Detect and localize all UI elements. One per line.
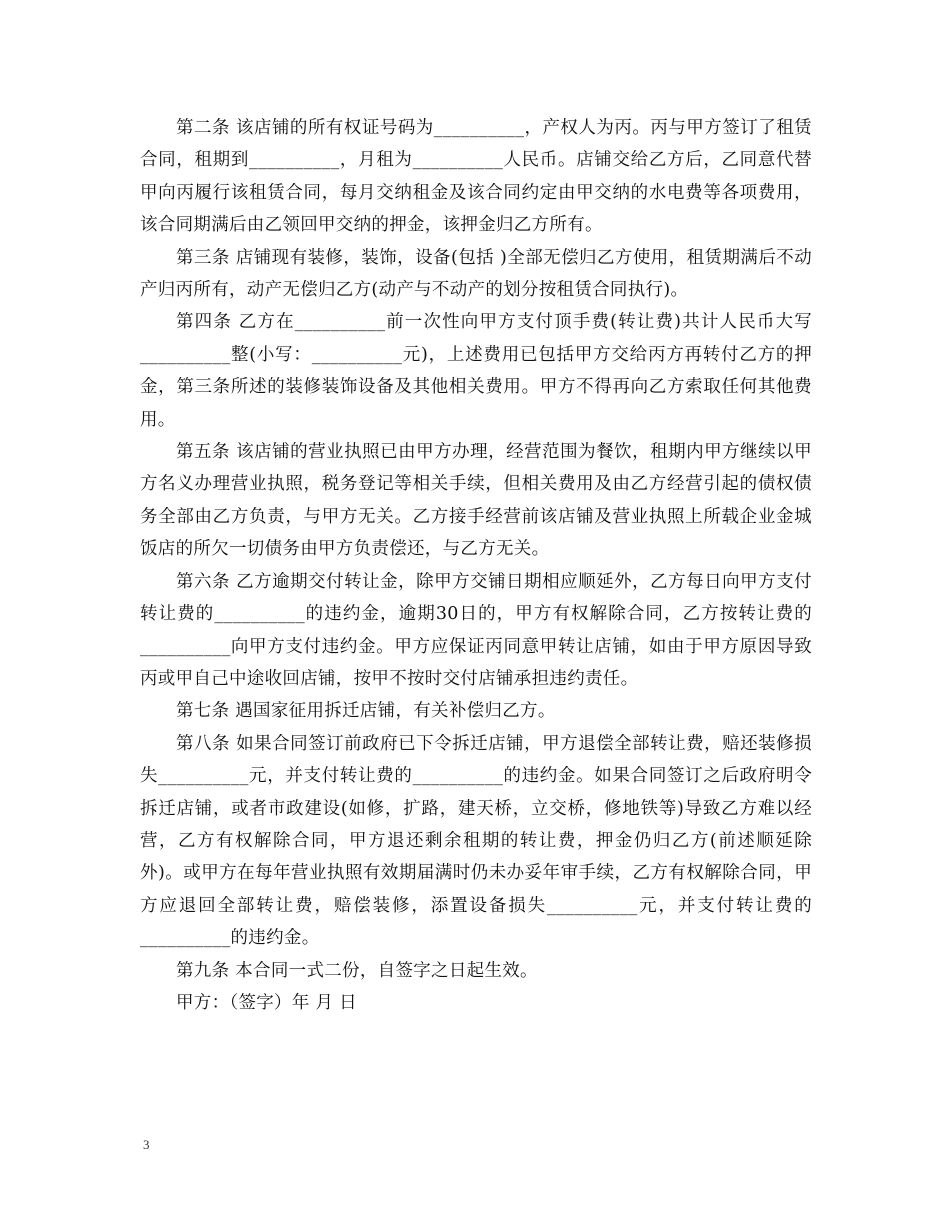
clause-3: 第三条 店铺现有装修，装饰，设备(包括 )全部无偿归乙方使用，租赁期满后不动产归丙所有，动产无偿归乙方(动产与不动产的划分按租赁合同执行)。 <box>140 247 812 301</box>
clause-8: 第八条 如果合同签订前政府已下令拆迁店铺，甲方退偿全部转让费，赔还装修损失__________元，并支付转让费的__________的违约金。如果合同签订之后政府明令拆迁店铺，或者市政建设(如修，扩路，建天桥，立交桥，修地铁等)导致乙方难以经营，乙方有权解除合同，甲方退还剩余租期的转让费，押金仍归乙方(前述顺延除外)。或甲方在每年营业执照有效期届满时仍未办妥年审手续，乙方有权解除合同，甲方应退回全部转让费，赔偿装修，添置设备损失__________元，并支付转让费的__________的违约金。 <box>140 733 812 949</box>
clause-5: 第五条 该店铺的营业执照已由甲方办理，经营范围为餐饮，租期内甲方继续以甲方名义办理营业执照，税务登记等相关手续，但相关费用及由乙方经营引起的债权债务全部由乙方负责，与甲方无关。乙方接手经营前该店铺及营业执照上所载企业金城饭店的所欠一切债务由甲方负责偿还，与乙方无关。 <box>140 442 812 560</box>
clause-4: 第四条 乙方在__________前一次性向甲方支付顶手费(转让费)共计人民币大写__________整(小写：__________元)，上述费用已包括甲方交给丙方再转付乙方的押金，第三条所述的装修装饰设备及其他相关费用。甲方不得再向乙方索取任何其他费用。 <box>140 312 812 430</box>
clause-7: 第七条 遇国家征用拆迁店铺，有关补偿归乙方。 <box>176 701 556 722</box>
clause-6: 第六条 乙方逾期交付转让金，除甲方交铺日期相应顺延外，乙方每日向甲方支付转让费的__________的违约金，逾期30日的，甲方有权解除合同，乙方按转让费的__________向甲方支付违约金。甲方应保证丙同意甲转让店铺，如由于甲方原因导致丙或甲自己中途收回店铺，按甲不按时交付店铺承担违约责任。 <box>140 571 812 689</box>
page-number: 3 <box>143 1137 150 1152</box>
document-body <box>140 112 812 1019</box>
clause-2: 第二条 该店铺的所有权证号码为__________，产权人为丙。丙与甲方签订了租赁合同，租期到__________，月租为__________人民币。店铺交给乙方后，乙同意代替甲向丙履行该租赁合同，每月交纳租金及该合同约定由甲交纳的水电费等各项费用，该合同期满后由乙领回甲交纳的押金，该押金归乙方所有。 <box>140 118 812 236</box>
signature-line: 甲方：（签字）年 月 日 <box>176 992 357 1013</box>
clause-9: 第九条 本合同一式二份，自签字之日起生效。 <box>176 960 538 981</box>
